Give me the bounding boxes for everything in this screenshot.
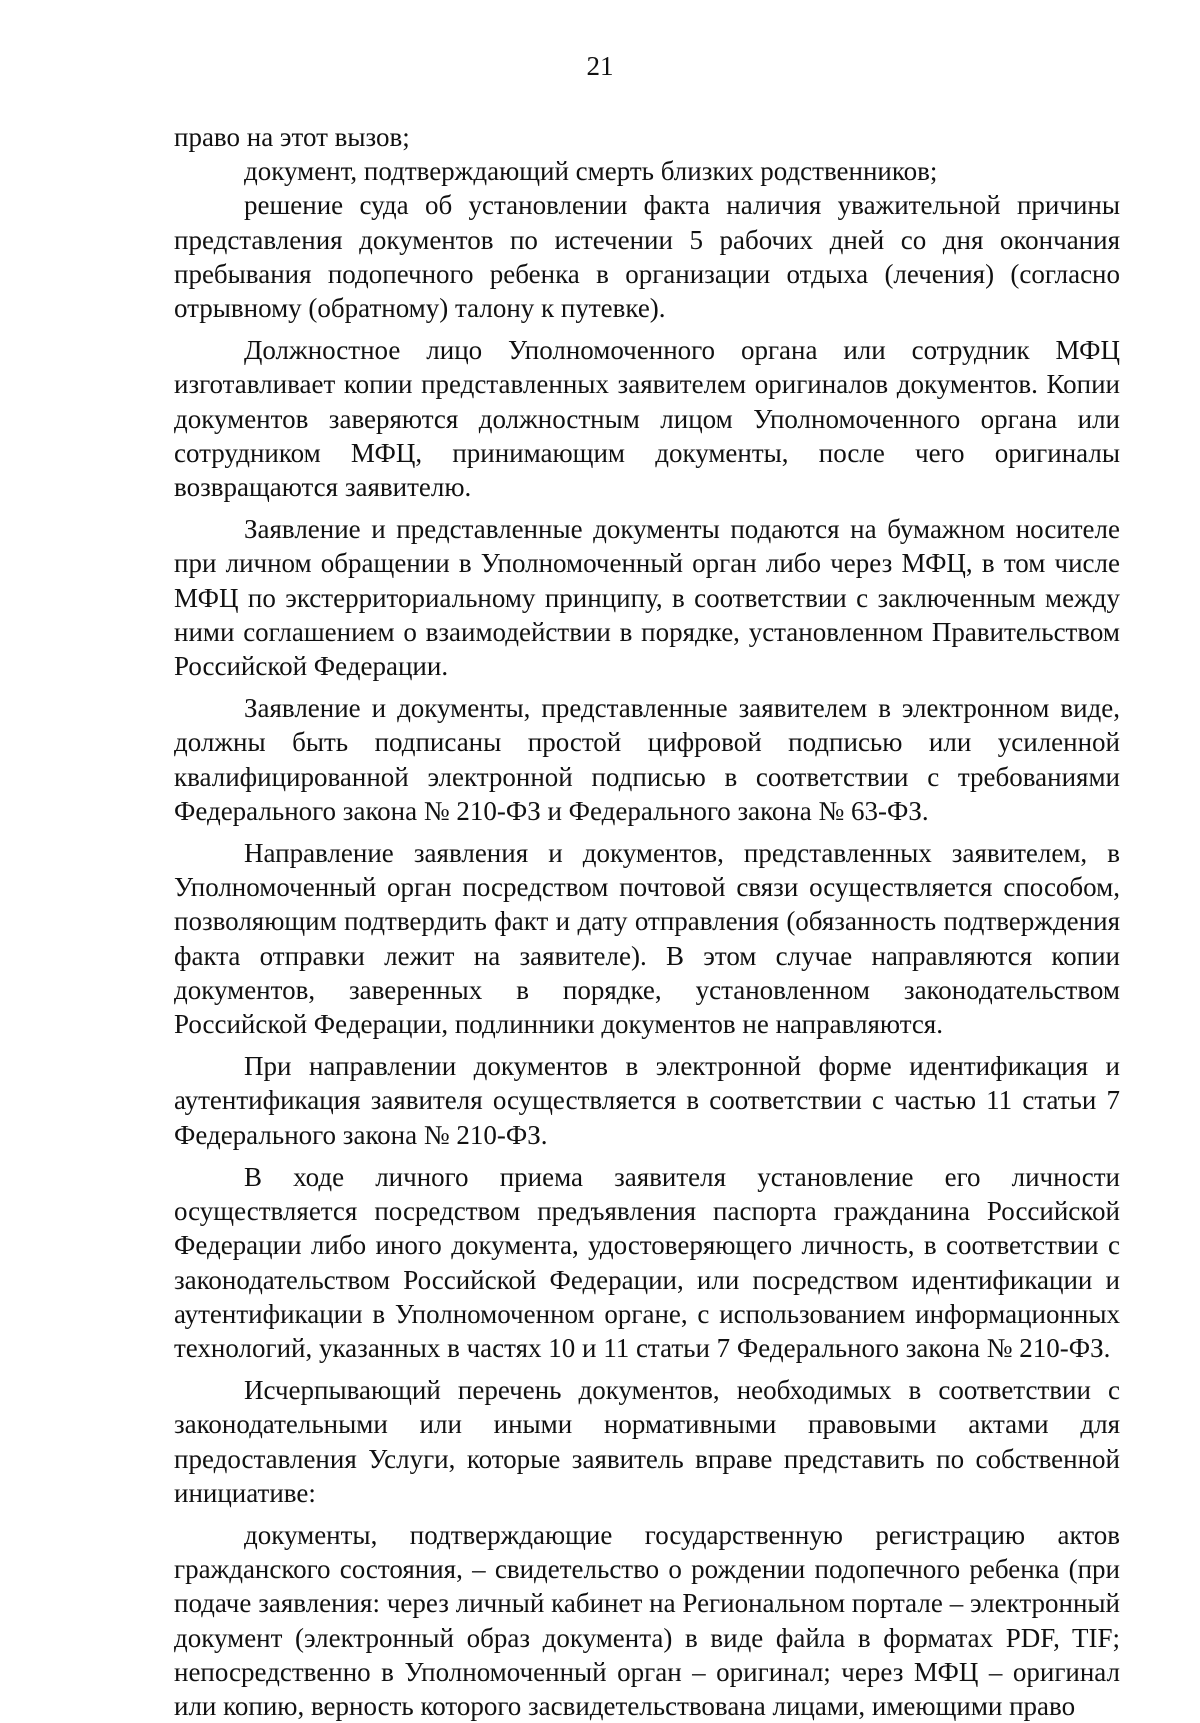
paragraph: решение суда об установлении факта наличия уважительной причины представления документов по истечении 5 рабочих дней со дня окончания пребывания подопечного ребенка в организации отдыха (лечения) (согласно отрывному (обратному) талону к путевке).	[174, 190, 1120, 324]
paragraph: Должностное лицо Уполномоченного органа или сотрудник МФЦ изготавливает копии представленных заявителем оригиналов документов. Копии документов заверяются должностным лицом Уполномоченного органа или сотрудником МФЦ, принимающим документы, после чего оригиналы возвращаются заявителю.	[174, 335, 1120, 503]
paragraph: В ходе личного приема заявителя установление его личности осуществляется посредством предъявления паспорта гражданина Российской Федерации либо иного документа, удостоверяющего личность, в соответствии с законодательством Российской Федерации, или посредством идентификации и аутентификации в Уполномоченном органе, с использованием информационных технологий, указанных в частях 10 и 11 статьи 7 Федерального закона № 210-ФЗ.	[174, 1161, 1120, 1363]
paragraph: Заявление и представленные документы подаются на бумажном носителе при личном обращении в Уполномоченный орган либо через МФЦ, в том числе МФЦ по экстерриториальному принципу, в соответствии с заключенным между ними соглашением о взаимодействии в порядке, установленном Правительством Российской Федерации.	[174, 514, 1120, 682]
document-body	[174, 120, 1120, 1723]
paragraph: Направление заявления и документов, представленных заявителем, в Уполномоченный орган посредством почтовой связи осуществляется способом, позволяющим подтвердить факт и дату отправления (обязанность подтверждения факта отправки лежит на заявителе). В этом случае направляются копии документов, заверенных в порядке, установленном законодательством Российской Федерации, подлинники документов не направляются.	[174, 838, 1120, 1040]
paragraph: документы, подтверждающие государственную регистрацию актов гражданского состояния, – свидетельство о рождении подопечного ребенка (при подаче заявления: через личный кабинет на Региональном портале – электронный документ (электронный образ документа) в виде файла в форматах PDF, TIF; непосредственно в Уполномоченный орган – оригинал; через МФЦ – оригинал или копию, верность которого засвидетельствована лицами, имеющими право	[174, 1519, 1120, 1721]
paragraph: При направлении документов в электронной форме идентификация и аутентификация заявителя осуществляется в соответствии с частью 11 статьи 7 Федерального закона № 210-ФЗ.	[174, 1051, 1120, 1150]
paragraph: Заявление и документы, представленные заявителем в электронном виде, должны быть подписаны простой цифровой подписью или усиленной квалифицированной электронной подписью в соответствии с требованиями Федерального закона № 210-ФЗ и Федерального закона № 63-ФЗ.	[174, 693, 1120, 826]
page-number: 21	[586, 51, 614, 81]
paragraph: Исчерпывающий перечень документов, необходимых в соответствии с законодательными или иными нормативными правовыми актами для предоставления Услуги, которые заявитель вправе представить по собственной инициативе:	[174, 1375, 1120, 1508]
paragraph: право на этот вызов;	[174, 122, 410, 152]
paragraph: документ, подтверждающий смерть близких родственников;	[244, 156, 938, 187]
